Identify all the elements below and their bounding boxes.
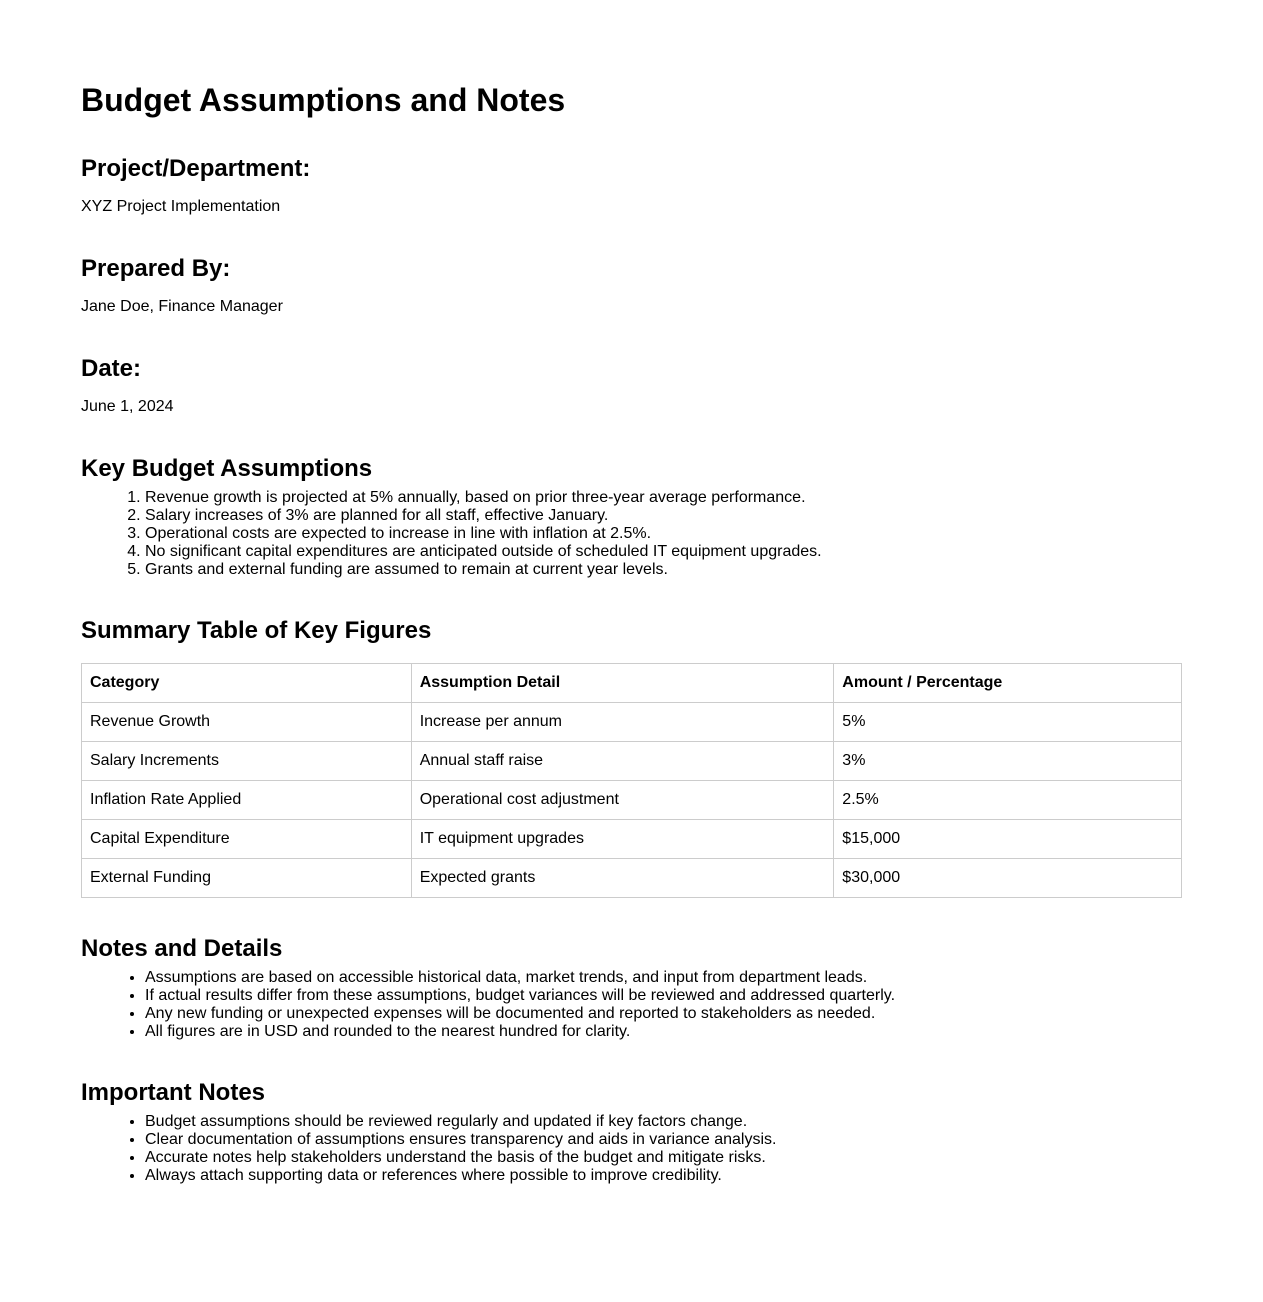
- table-cell: Increase per annum: [411, 703, 834, 742]
- list-item: 5. Grants and external funding are assumed to remain at current year levels.: [145, 561, 1182, 579]
- list-item: • Any new funding or unexpected expenses will be documented and reported to stakeholders as needed.: [145, 1005, 1182, 1023]
- list-item: • If actual results differ from these assumptions, budget variances will be reviewed and addressed quarterly.: [145, 987, 1182, 1005]
- table-cell: 2.5%: [834, 781, 1182, 820]
- table-cell: $15,000: [834, 820, 1182, 859]
- table-cell: Salary Increments: [82, 742, 412, 781]
- table-cell: IT equipment upgrades: [411, 820, 834, 859]
- list-item: 4. No significant capital expenditures are anticipated outside of scheduled IT equipment upgrades.: [145, 543, 1182, 561]
- date-value: June 1, 2024: [81, 398, 174, 415]
- table-row: [82, 742, 1182, 781]
- list-item: • Clear documentation of assumptions ensures transparency and aids in variance analysis.: [145, 1131, 1182, 1149]
- notes-heading: Notes and Details: [81, 935, 283, 962]
- summary-table-heading: Summary Table of Key Figures: [81, 617, 432, 644]
- list-item: 1. Revenue growth is projected at 5% annually, based on prior three-year average performance.: [145, 489, 1182, 507]
- date-heading: Date:: [81, 355, 142, 382]
- table-cell: External Funding: [82, 859, 412, 898]
- list-item: 3. Operational costs are expected to increase in line with inflation at 2.5%.: [145, 525, 1182, 543]
- table-cell: Revenue Growth: [82, 703, 412, 742]
- list-item: • Always attach supporting data or references where possible to improve credibility.: [145, 1167, 1182, 1185]
- table-cell: Expected grants: [411, 859, 834, 898]
- prepared-by-heading: Prepared By:: [81, 255, 231, 282]
- column-header-category: Category: [82, 664, 412, 703]
- list-item: • All figures are in USD and rounded to the nearest hundred for clarity.: [145, 1023, 1182, 1041]
- notes-list: [81, 969, 1182, 1041]
- column-header-amount: Amount / Percentage: [834, 664, 1182, 703]
- table-cell: 3%: [834, 742, 1182, 781]
- project-value: XYZ Project Implementation: [81, 198, 281, 215]
- project-heading: Project/Department:: [81, 155, 311, 182]
- table-cell: Operational cost adjustment: [411, 781, 834, 820]
- list-item: • Budget assumptions should be reviewed regularly and updated if key factors change.: [145, 1113, 1182, 1131]
- table-cell: Inflation Rate Applied: [82, 781, 412, 820]
- list-item: • Assumptions are based on accessible historical data, market trends, and input from department leads.: [145, 969, 1182, 987]
- table-cell: $30,000: [834, 859, 1182, 898]
- table-header-row: [82, 664, 1182, 703]
- assumptions-heading: Key Budget Assumptions: [81, 455, 373, 482]
- prepared-by-value: Jane Doe, Finance Manager: [81, 298, 283, 315]
- table-row: [82, 703, 1182, 742]
- column-header-assumption-detail: Assumption Detail: [411, 664, 834, 703]
- list-item: • Accurate notes help stakeholders understand the basis of the budget and mitigate risks.: [145, 1149, 1182, 1167]
- table-cell: Annual staff raise: [411, 742, 834, 781]
- table-row: [82, 781, 1182, 820]
- table-cell: Capital Expenditure: [82, 820, 412, 859]
- table-row: [82, 859, 1182, 898]
- table-row: [82, 820, 1182, 859]
- list-item: 2. Salary increases of 3% are planned for all staff, effective January.: [145, 507, 1182, 525]
- assumptions-list: [81, 489, 1182, 579]
- important-notes-list: [81, 1113, 1182, 1185]
- table-cell: 5%: [834, 703, 1182, 742]
- page-title: Budget Assumptions and Notes: [81, 82, 566, 118]
- important-notes-heading: Important Notes: [81, 1079, 266, 1106]
- summary-table: [81, 663, 1182, 898]
